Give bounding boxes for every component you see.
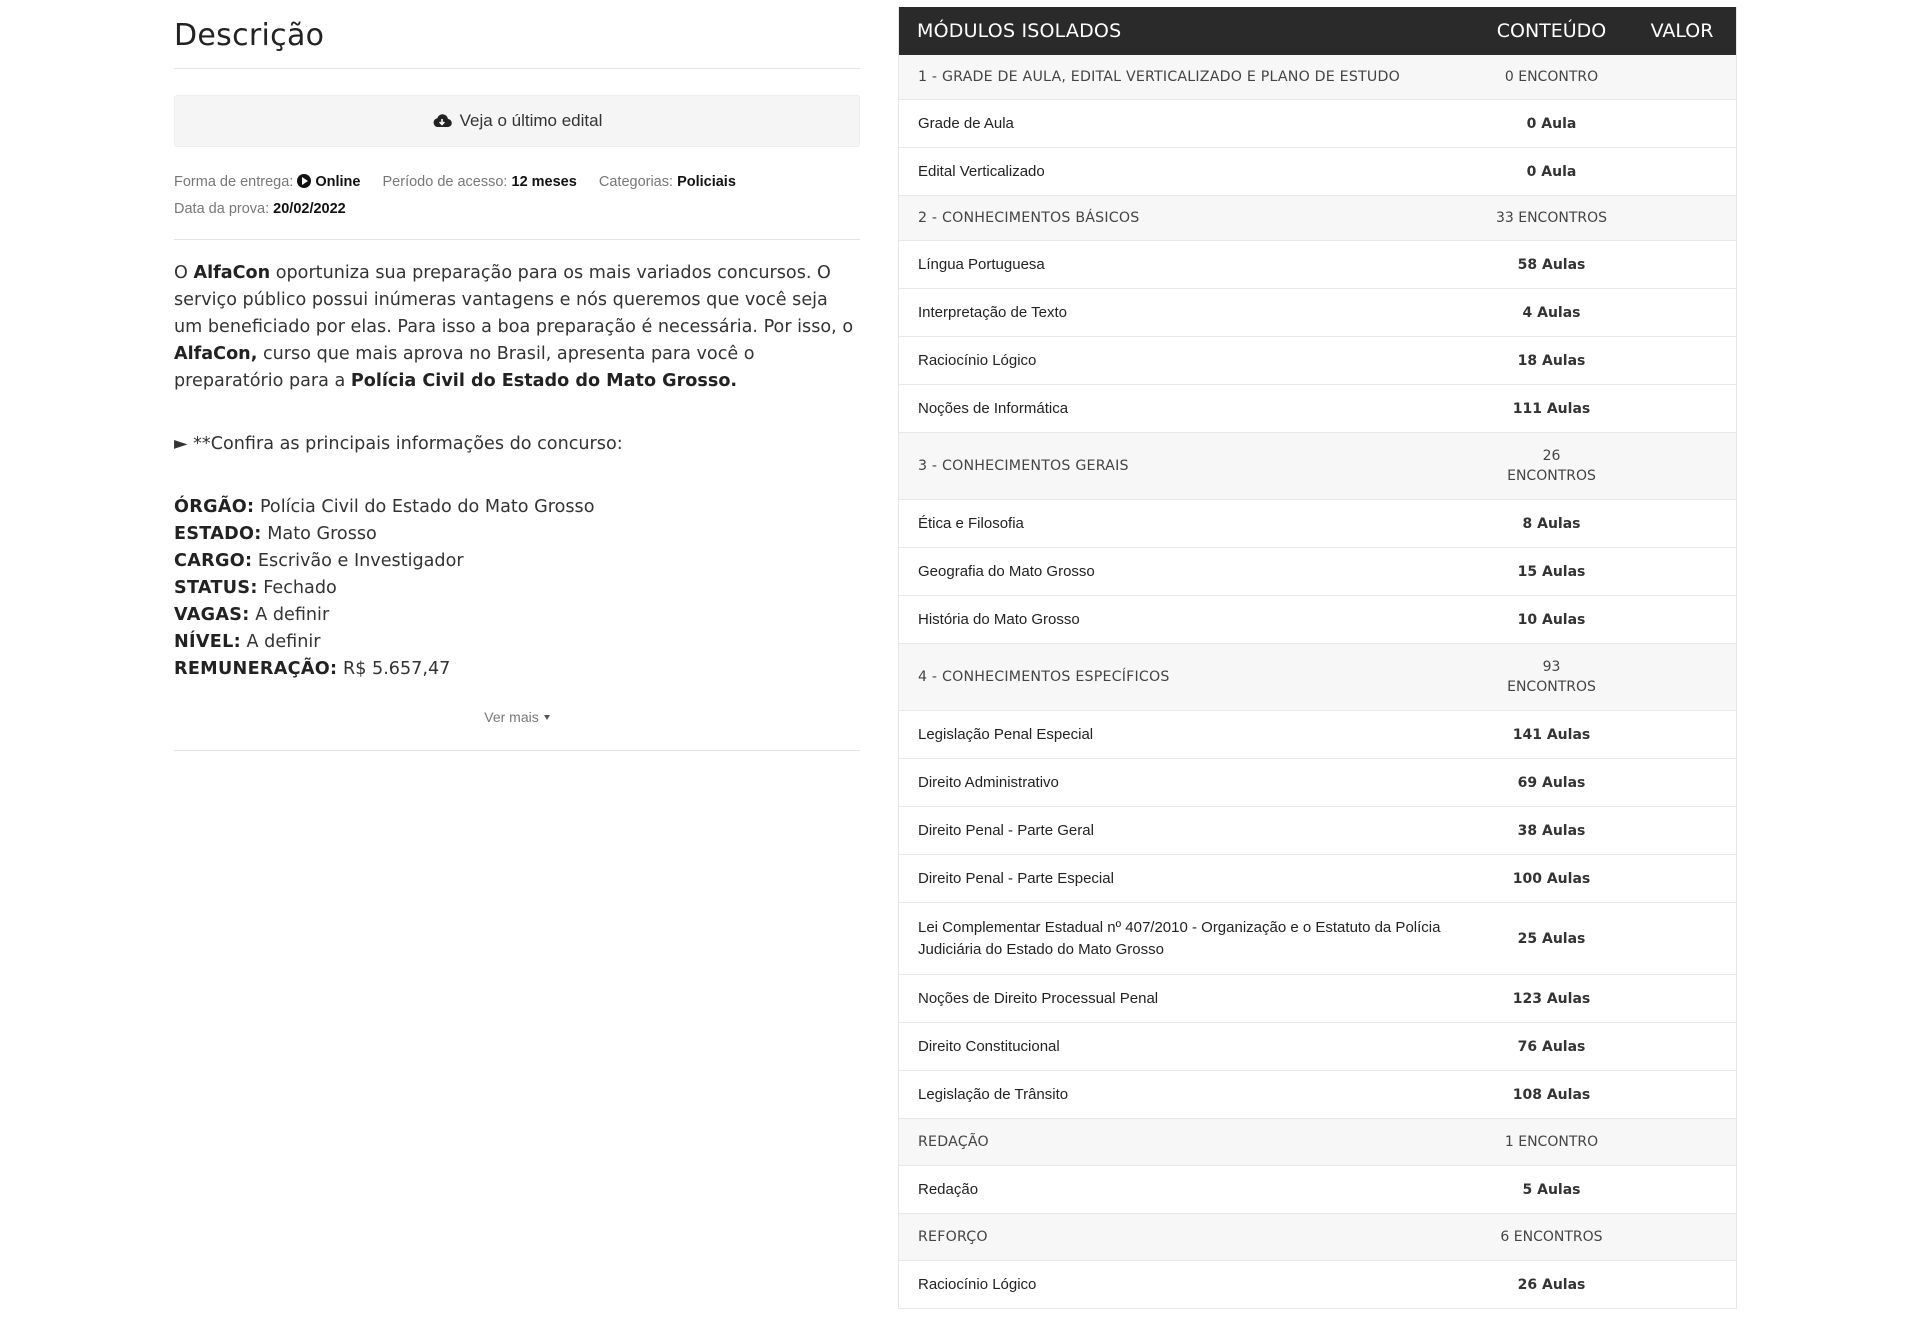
info-value: Escrivão e Investigador (252, 551, 464, 571)
info-label: CARGO: (174, 551, 253, 571)
info-label: NÍVEL: (174, 632, 241, 652)
info-line (174, 602, 860, 629)
contest-info-list (174, 494, 860, 683)
group-name: 1 - GRADE DE AULA, EDITAL VERTICALIZADO E PLANO DE ESTUDO (918, 69, 1400, 85)
access-value: 12 meses (511, 174, 577, 190)
info-line (174, 494, 860, 521)
module-name: Direito Constitucional (918, 1037, 1060, 1055)
ver-mais-label: Ver mais (484, 709, 539, 725)
module-item-row[interactable] (899, 759, 1736, 807)
content-count: 38 Aulas (1517, 822, 1586, 839)
caret-down-icon (544, 715, 550, 720)
info-value: Mato Grosso (261, 524, 377, 544)
category-label: Categorias: (598, 174, 674, 190)
content-count: 100 Aulas (1512, 870, 1591, 887)
module-item-row[interactable] (899, 1071, 1736, 1119)
module-name: História do Mato Grosso (918, 610, 1080, 628)
table-header (899, 7, 1736, 55)
info-line (174, 548, 860, 575)
module-item-row[interactable] (899, 1261, 1736, 1309)
module-name: Direito Administrativo (918, 773, 1059, 791)
info-line (174, 521, 860, 548)
content-count: 69 Aulas (1517, 774, 1586, 791)
module-name: Raciocínio Lógico (918, 1275, 1037, 1293)
info-value: Fechado (257, 578, 337, 598)
module-name: Legislação Penal Especial (918, 725, 1094, 743)
content-count: 26 Aulas (1517, 1276, 1586, 1293)
module-name: Noções de Direito Processual Penal (918, 989, 1159, 1007)
latest-edital-label: Veja o último edital (459, 111, 603, 130)
description-title: Descrição (174, 18, 325, 53)
delivery-value: Online (315, 174, 361, 190)
module-name: Grade de Aula (918, 114, 1014, 132)
info-label: ESTADO: (174, 524, 262, 544)
online-play-icon (297, 174, 311, 188)
module-item-row[interactable] (899, 241, 1736, 289)
module-group-row (899, 1214, 1736, 1261)
info-line (174, 629, 860, 656)
info-value: Polícia Civil do Estado do Mato Grosso (254, 497, 595, 517)
info-line (174, 575, 860, 602)
content-count: 58 Aulas (1517, 256, 1586, 273)
table-body (899, 55, 1736, 1309)
content-count: 10 Aulas (1517, 611, 1586, 628)
info-label: STATUS: (174, 578, 258, 598)
module-name: Língua Portuguesa (918, 255, 1045, 273)
content-count: 93 ENCONTROS (1507, 659, 1596, 695)
module-item-row[interactable] (899, 548, 1736, 596)
module-name: Geografia do Mato Grosso (918, 562, 1095, 580)
info-value: R$ 5.657,47 (337, 659, 451, 679)
content-count: 0 Aula (1526, 115, 1577, 132)
module-item-row[interactable] (899, 903, 1736, 975)
module-name: Interpretação de Texto (918, 303, 1067, 321)
content-count: 4 Aulas (1522, 304, 1581, 321)
exam-date-value: 20/02/2022 (273, 201, 346, 217)
content-count: 25 Aulas (1517, 930, 1586, 947)
info-value: A definir (249, 605, 330, 625)
info-value: A definir (240, 632, 321, 652)
module-item-row[interactable] (899, 500, 1736, 548)
divider (174, 750, 860, 751)
group-name: REFORÇO (918, 1229, 988, 1245)
module-item-row[interactable] (899, 711, 1736, 759)
confira-heading: ► **Confira as principais informações do concurso: (174, 434, 623, 454)
exam-date-label: Data da prova: (174, 201, 270, 217)
module-name: Ética e Filosofia (918, 514, 1024, 532)
info-label: REMUNERAÇÃO: (174, 659, 338, 679)
module-group-row (899, 433, 1736, 500)
module-item-row[interactable] (899, 337, 1736, 385)
content-count: 111 Aulas (1512, 400, 1591, 417)
header-conteudo: CONTEÚDO (1496, 20, 1607, 42)
delivery-label: Forma de entrega: (174, 174, 294, 190)
module-item-row[interactable] (899, 289, 1736, 337)
info-line (174, 656, 860, 683)
content-count: 76 Aulas (1517, 1038, 1586, 1055)
module-item-row[interactable] (899, 1023, 1736, 1071)
module-item-row[interactable] (899, 148, 1736, 196)
module-item-row[interactable] (899, 975, 1736, 1023)
module-group-row (899, 644, 1736, 711)
module-item-row[interactable] (899, 385, 1736, 433)
content-count: 141 Aulas (1512, 726, 1591, 743)
module-name: Direito Penal - Parte Especial (918, 869, 1114, 887)
category-value[interactable]: Policiais (677, 174, 736, 190)
description-panel (174, 0, 860, 751)
module-name: Legislação de Trânsito (918, 1085, 1069, 1103)
content-count: 33 ENCONTROS (1495, 210, 1608, 226)
content-count: 0 Aula (1526, 163, 1577, 180)
group-name: 4 - CONHECIMENTOS ESPECÍFICOS (918, 669, 1170, 685)
intro-paragraph: O AlfaCon oportuniza sua preparação para os mais variados concursos. O serviço público possui inúmeras vantagens e nós queremos que você seja um beneficiado por elas. Para isso a boa preparação é necessária. Por isso, o AlfaCon, curso que mais aprova no Brasil, apresenta para você o preparatório para a Polícia Civil do Estado do Mato Grosso. (174, 263, 854, 391)
info-label: ÓRGÃO: (174, 497, 255, 517)
module-name: Redação (918, 1180, 979, 1198)
module-name: Lei Complementar Estadual nº 407/2010 - Organização e o Estatuto da Polícia Judiciária do Estado do Mato Grosso (918, 918, 1441, 958)
module-item-row[interactable] (899, 596, 1736, 644)
content-count: 8 Aulas (1522, 515, 1581, 532)
divider (174, 239, 860, 240)
module-name: Noções de Informática (918, 399, 1069, 417)
module-group-row (899, 55, 1736, 100)
module-item-row[interactable] (899, 807, 1736, 855)
content-count: 123 Aulas (1512, 990, 1591, 1007)
module-group-row (899, 196, 1736, 241)
header-valor: VALOR (1650, 20, 1714, 42)
module-item-row[interactable] (899, 100, 1736, 148)
content-count: 6 ENCONTROS (1500, 1229, 1603, 1245)
group-name: REDAÇÃO (918, 1134, 989, 1150)
cloud-download-icon (432, 114, 452, 128)
content-count: 5 Aulas (1522, 1181, 1581, 1198)
modules-table (898, 7, 1737, 1309)
content-count: 18 Aulas (1517, 352, 1586, 369)
content-count: 26 ENCONTROS (1507, 448, 1596, 484)
group-name: 3 - CONHECIMENTOS GERAIS (918, 458, 1129, 474)
ver-mais-link[interactable] (174, 709, 860, 729)
access-label: Período de acesso: (382, 174, 508, 190)
latest-edital-button[interactable] (174, 95, 860, 147)
module-name: Direito Penal - Parte Geral (918, 821, 1094, 839)
module-name: Edital Verticalizado (918, 162, 1045, 180)
content-count: 1 ENCONTRO (1504, 1134, 1599, 1150)
module-item-row[interactable] (899, 1166, 1736, 1214)
info-label: VAGAS: (174, 605, 250, 625)
group-name: 2 - CONHECIMENTOS BÁSICOS (918, 210, 1140, 226)
content-count: 15 Aulas (1517, 563, 1586, 580)
module-item-row[interactable] (899, 855, 1736, 903)
course-meta (174, 167, 860, 225)
module-group-row (899, 1119, 1736, 1166)
module-name: Raciocínio Lógico (918, 351, 1037, 369)
header-modulos: MÓDULOS ISOLADOS (917, 20, 1122, 42)
content-count: 108 Aulas (1512, 1086, 1591, 1103)
content-count: 0 ENCONTRO (1504, 69, 1599, 85)
divider (174, 68, 860, 69)
